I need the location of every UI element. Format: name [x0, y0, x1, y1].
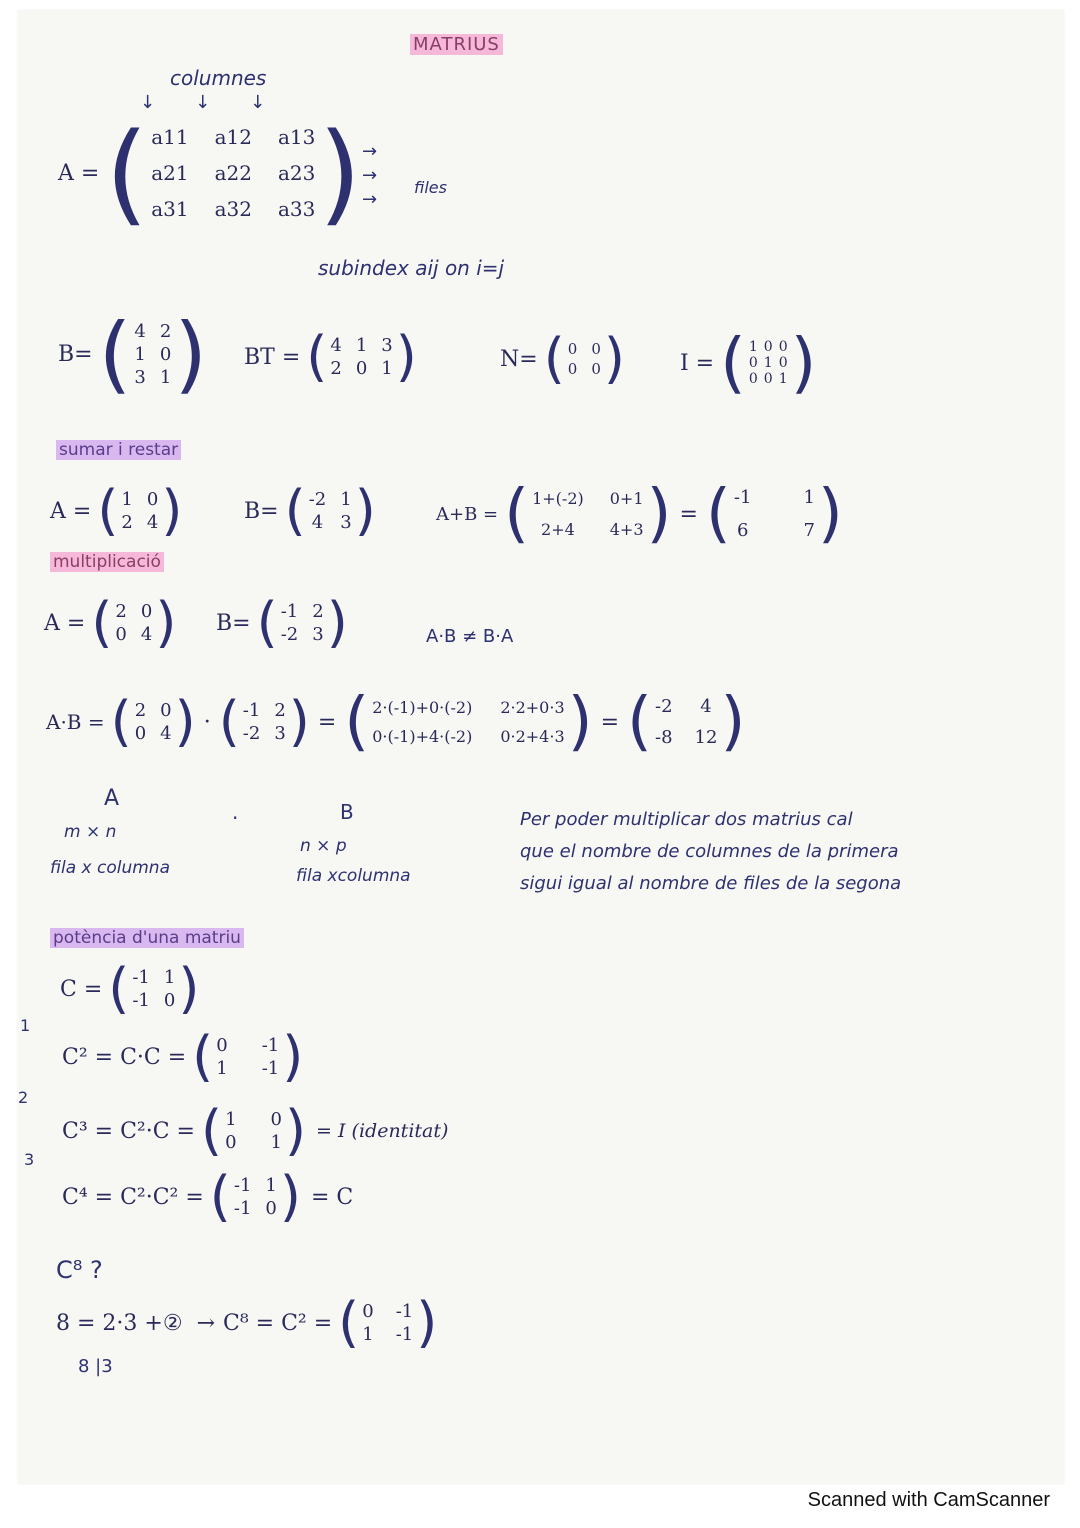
- matrix-cell: 3: [274, 723, 286, 744]
- sum-B-grid: [306, 489, 355, 533]
- step-2: 2: [18, 1088, 29, 1107]
- matrix-cell: 1: [163, 967, 176, 988]
- matrix-cell: 0: [160, 700, 172, 721]
- matrix-cell: 0: [115, 624, 127, 645]
- matrix-cell: 3: [381, 335, 393, 356]
- matrix-cell: 0: [134, 723, 147, 744]
- mult-result-grid: [652, 696, 720, 748]
- power-heading: potència d'una matriu: [50, 928, 244, 948]
- power-C8-label: C⁸ = C² =: [223, 1310, 333, 1336]
- matrix-cell: 6: [736, 520, 749, 541]
- matrix-cell: 0: [265, 1198, 277, 1219]
- matrix-cell: 2: [134, 700, 147, 721]
- mult-matrix-B: B= ( -1 2 -2 3 ): [216, 591, 348, 654]
- matrix-cell: a11: [151, 125, 189, 149]
- power-division: 8 |3: [78, 1356, 113, 1377]
- matrix-cell: 0: [591, 340, 601, 358]
- power-C8: 8 = 2·3 +② → C⁸ = C² = ( 0 -1 1 -1 ): [56, 1291, 438, 1354]
- dim-B-desc: fila xcolumna: [296, 866, 411, 886]
- matrix-cell: 1: [159, 366, 172, 388]
- matrix-cell: 4: [311, 512, 324, 533]
- diagonal-note: subindex aij on i=j: [318, 256, 505, 280]
- matrix-cell: -2: [280, 624, 299, 645]
- matrix-cell: -1: [233, 1175, 252, 1196]
- matrix-BT-grid: [327, 335, 395, 379]
- dim-A-desc: fila x columna: [50, 858, 170, 878]
- mult-matrix-A: A = ( 2 0 0 4 ): [44, 591, 177, 654]
- matrix-cell: a31: [151, 197, 189, 221]
- matrix-cell: 4: [140, 624, 153, 645]
- matrix-cell: 7: [803, 520, 815, 541]
- matrix-cell: 0: [763, 371, 773, 387]
- matrix-cell: -1: [132, 967, 150, 988]
- matrix-B-example: B= ( 4 2 1 0 3 1 ): [58, 305, 208, 403]
- arrow-icon: →: [196, 1310, 215, 1336]
- matrix-cell: 0: [270, 1109, 282, 1130]
- matrix-cell: 0: [159, 343, 172, 365]
- power-matrix-C: C = ( -1 1 -1 0 ): [60, 957, 200, 1020]
- matrix-cell: 4: [134, 320, 146, 342]
- matrix-general-grid: [148, 125, 318, 221]
- matrix-cell: -1: [261, 1035, 280, 1056]
- matrix-general-label: A =: [58, 160, 100, 186]
- matrix-cell: 12: [694, 727, 718, 748]
- matrix-cell: 0·2+4·3: [500, 727, 565, 746]
- mult-expr-grid: [369, 698, 567, 746]
- matrix-cell: a21: [151, 161, 189, 185]
- matrix-cell: 1+(-2): [532, 489, 584, 508]
- matrix-cell: -1: [395, 1301, 414, 1322]
- dim-B-size: n × p: [300, 836, 347, 856]
- matrix-cell: a22: [214, 161, 252, 185]
- matrix-cell: 1: [265, 1175, 277, 1196]
- mult-B-grid: [278, 601, 327, 645]
- page-title: MATRIUS: [410, 34, 503, 55]
- matrix-cell: 0: [362, 1301, 374, 1322]
- matrix-cell: -8: [655, 727, 673, 748]
- power-C4: C⁴ = C²·C² = ( -1 1 -1 0 ) = C: [62, 1165, 354, 1228]
- matrix-cell: -1: [233, 1198, 252, 1219]
- power-C3-grid: [222, 1109, 285, 1153]
- matrix-cell: a23: [278, 161, 316, 185]
- mult-right-grid: [240, 700, 289, 744]
- matrix-cell: 1: [216, 1058, 228, 1079]
- sum-AB-result-grid: [731, 487, 818, 541]
- mult-AB-label: A·B =: [46, 710, 105, 734]
- matrix-cell: 4: [160, 723, 172, 744]
- power-calc: 8 = 2·3 +②: [56, 1310, 183, 1336]
- mult-rule: [520, 804, 901, 900]
- matrix-cell: 2·(-1)+0·(-2): [372, 698, 473, 717]
- matrix-cell: 0: [216, 1035, 228, 1056]
- matrix-cell: 2: [274, 700, 286, 721]
- power-C4-label: C⁴ = C²·C² =: [62, 1184, 204, 1210]
- matrix-I-example: I = ( 1 0 0 0 1 0 0 0 1 ): [680, 324, 817, 401]
- matrix-cell: 3: [134, 366, 146, 388]
- matrix-cell: 2·2+0·3: [500, 698, 565, 717]
- matrix-cell: 2: [312, 601, 324, 622]
- matrix-general: A = ( a11 a12 a13 a21 a22 a23 a31 a32 a33 ): [58, 109, 362, 237]
- matrix-cell: 1: [763, 355, 773, 371]
- dim-dot: ·: [232, 806, 239, 830]
- matrix-N-grid: [565, 340, 604, 378]
- matrix-cell: 1: [340, 489, 352, 510]
- matrix-cell: -2: [308, 489, 327, 510]
- matrix-B-grid: [131, 321, 174, 388]
- matrix-cell: 1: [778, 371, 788, 387]
- dim-A-name: A: [104, 786, 120, 811]
- mult-A-grid: [112, 601, 155, 645]
- mult-product-row: A·B = ( 2 0 0 4 ) · ( -1 2 -2 3 ) = ( 2·(-1)+0·(-2) 2·2+0·3 0·(-1)+4·(-2) 0·2+4·3 ) = ( -2 4 -8 12 ): [46, 685, 746, 759]
- power-C-grid: [129, 967, 178, 1011]
- matrix-cell: 0: [748, 355, 758, 371]
- sum-A-label: A =: [50, 498, 92, 524]
- matrix-cell: 1: [355, 335, 368, 356]
- power-C3: C³ = C²·C = ( 1 0 0 1 ) = I (identitat): [62, 1099, 449, 1162]
- matrix-N-example: N= ( 0 0 0 0 ): [500, 327, 625, 390]
- matrix-cell: -1: [242, 700, 261, 721]
- rows-label: files: [414, 178, 447, 197]
- mult-A-label: A =: [44, 610, 86, 636]
- matrix-cell: 4+3: [609, 520, 644, 539]
- matrix-cell: 0: [567, 360, 578, 378]
- mult-rule-line-2: que el nombre de columnes de la primera: [520, 841, 899, 862]
- sum-heading: sumar i restar: [56, 440, 181, 460]
- dim-B-name: B: [340, 800, 354, 824]
- matrix-cell: a13: [278, 125, 316, 149]
- matrix-cell: 2: [159, 320, 172, 342]
- matrix-cell: a12: [214, 125, 252, 149]
- matrix-cell: a32: [214, 197, 252, 221]
- mult-rule-line-1: Per poder multiplicar dos matrius cal: [520, 809, 853, 830]
- sum-B-label: B=: [244, 498, 279, 524]
- column-arrows: ↓↓↓: [140, 92, 306, 113]
- matrix-B-label: B=: [58, 341, 93, 367]
- matrix-BT-example: BT = ( 4 1 3 2 0 1 ): [244, 325, 417, 388]
- columns-label: columnes: [170, 66, 267, 90]
- power-C8-grid: [359, 1301, 416, 1345]
- power-C4-note: = C: [310, 1184, 354, 1210]
- matrix-cell: 4: [700, 696, 712, 717]
- matrix-cell: 2: [121, 512, 133, 533]
- matrix-cell: 0: [748, 371, 758, 387]
- power-question: C⁸ ?: [56, 1256, 103, 1284]
- mult-left-grid: [132, 700, 175, 744]
- dim-A-size: m × n: [64, 822, 117, 842]
- matrix-cell: 1: [134, 343, 146, 365]
- matrix-cell: a33: [278, 197, 316, 221]
- matrix-I-label: I =: [680, 350, 715, 376]
- sum-matrix-AB: A+B = ( 1+(-2) 0+1 2+4 4+3 ) = ( -1 1 6 7 ): [436, 477, 843, 551]
- matrix-cell: 1: [803, 487, 815, 508]
- matrix-cell: 1: [270, 1132, 282, 1153]
- power-C3-label: C³ = C²·C =: [62, 1118, 195, 1144]
- matrix-cell: 1: [381, 358, 393, 379]
- matrix-cell: 0: [146, 489, 159, 510]
- mult-heading: multiplicació: [50, 552, 164, 572]
- power-C3-note: = I (identitat): [316, 1120, 449, 1142]
- sum-A-grid: [118, 489, 161, 533]
- matrix-cell: 0: [778, 355, 788, 371]
- matrix-cell: -2: [242, 723, 261, 744]
- matrix-cell: 0: [163, 990, 176, 1011]
- matrix-cell: 4: [330, 335, 342, 356]
- matrix-cell: 3: [340, 512, 352, 533]
- matrix-BT-label: BT =: [244, 344, 301, 370]
- sum-matrix-A: A = ( 1 0 2 4 ): [50, 479, 183, 542]
- matrix-cell: 0: [355, 358, 368, 379]
- matrix-cell: 0: [225, 1132, 237, 1153]
- matrix-cell: 2+4: [541, 520, 575, 539]
- power-C2-grid: [213, 1035, 282, 1079]
- matrix-cell: -1: [280, 601, 299, 622]
- matrix-N-label: N=: [500, 346, 538, 372]
- matrix-cell: 1: [748, 339, 758, 355]
- matrix-cell: 2: [330, 358, 342, 379]
- step-3: 3: [24, 1150, 35, 1169]
- matrix-cell: 0·(-1)+4·(-2): [372, 727, 473, 746]
- matrix-cell: 0+1: [609, 489, 644, 508]
- power-C2-label: C² = C·C =: [62, 1044, 187, 1070]
- scanner-footer: Scanned with CamScanner: [807, 1489, 1050, 1511]
- mult-rule-line-3: sigui igual al nombre de files de la segona: [520, 873, 902, 894]
- matrix-cell: 1: [225, 1109, 237, 1130]
- matrix-cell: 3: [312, 624, 324, 645]
- matrix-cell: 0: [778, 339, 788, 355]
- noncommutative-note: A·B ≠ B·A: [426, 626, 514, 647]
- matrix-I-grid: [746, 339, 791, 387]
- power-C2: C² = C·C = ( 0 -1 1 -1 ): [62, 1025, 304, 1088]
- matrix-cell: 0: [567, 340, 578, 358]
- matrix-cell: 0: [591, 360, 601, 378]
- matrix-cell: -1: [733, 487, 752, 508]
- matrix-cell: -1: [132, 990, 150, 1011]
- power-C-label: C =: [60, 976, 103, 1002]
- matrix-cell: -2: [655, 696, 673, 717]
- matrix-cell: 4: [146, 512, 159, 533]
- row-arrows: → → →: [362, 141, 378, 210]
- mult-B-label: B=: [216, 610, 251, 636]
- sum-AB-expr-grid: [529, 489, 646, 539]
- matrix-cell: 0: [140, 601, 153, 622]
- power-C4-grid: [231, 1175, 280, 1219]
- step-1: 1: [20, 1016, 31, 1035]
- matrix-cell: -1: [395, 1324, 414, 1345]
- matrix-cell: 1: [121, 489, 133, 510]
- matrix-cell: 2: [115, 601, 127, 622]
- sum-matrix-B: B= ( -2 1 4 3 ): [244, 479, 376, 542]
- sum-AB-label: A+B =: [436, 503, 499, 525]
- matrix-cell: 1: [362, 1324, 374, 1345]
- matrix-cell: 0: [763, 339, 773, 355]
- matrix-cell: -1: [261, 1058, 280, 1079]
